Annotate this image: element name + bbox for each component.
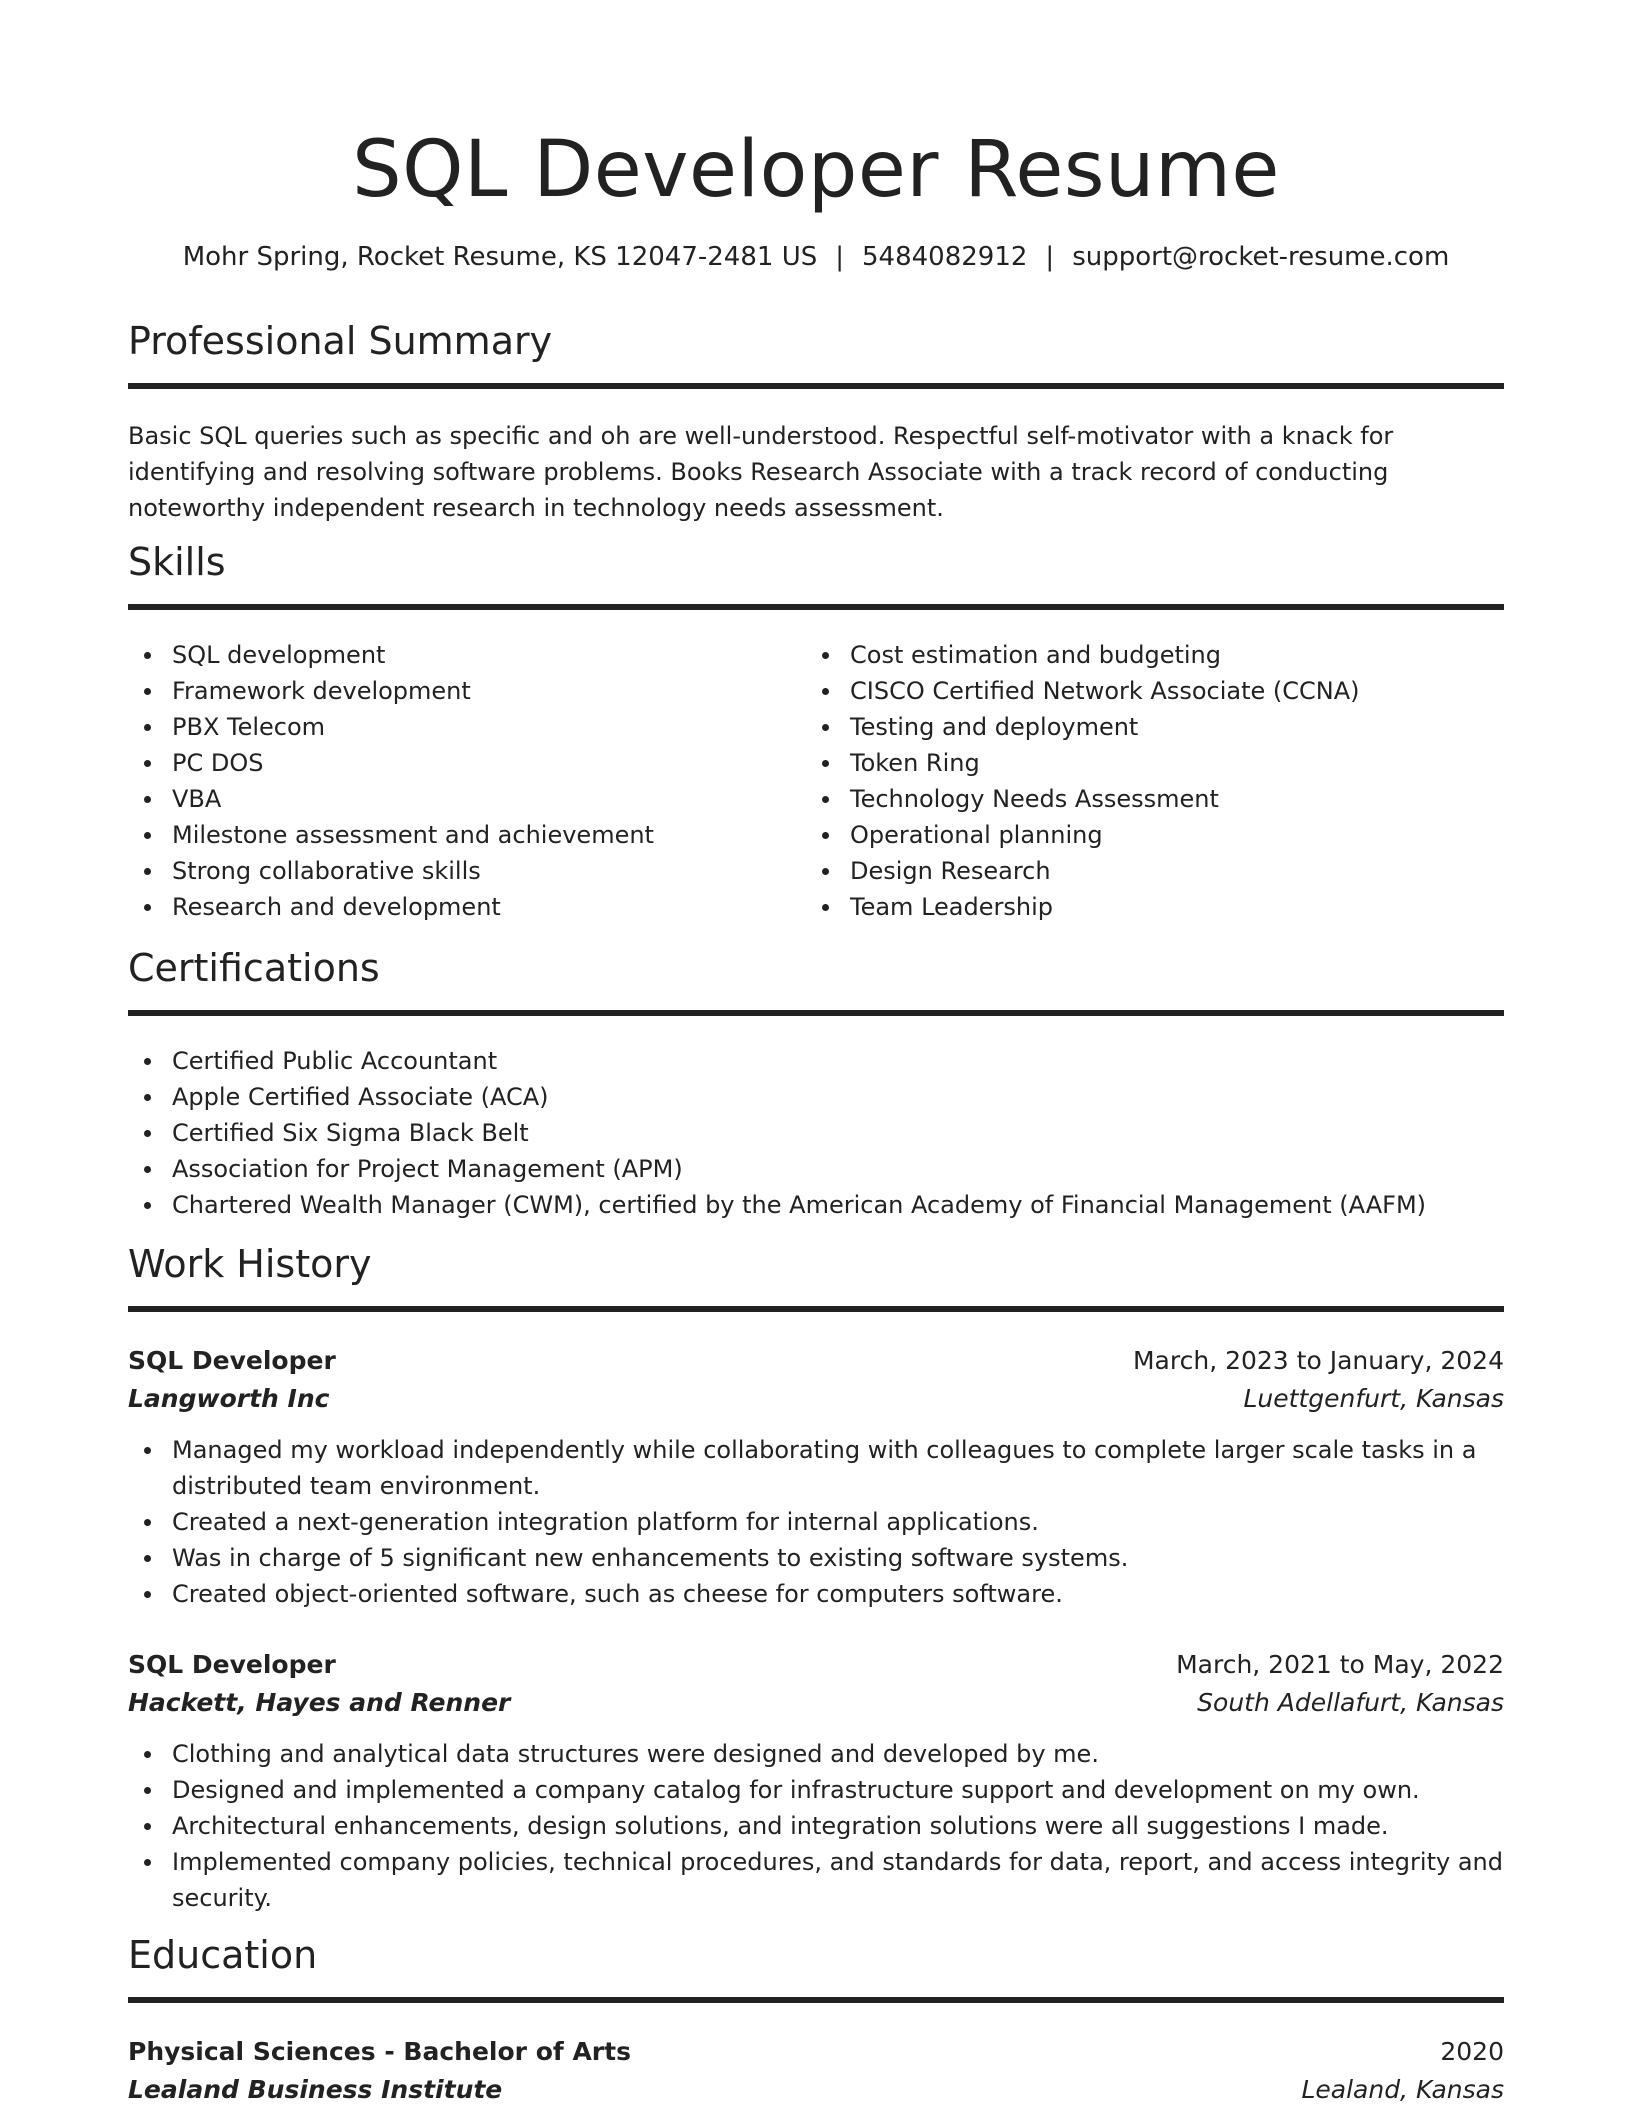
job-bullets — [128, 1432, 1504, 1612]
list-item: VBA — [128, 781, 806, 817]
contact-line — [128, 237, 1504, 277]
job-company: Hackett, Hayes and Renner — [128, 1688, 511, 1717]
skills-section — [128, 537, 1504, 925]
skills-list-right — [806, 637, 1484, 925]
job-entry — [128, 1342, 1504, 1612]
summary-text: Basic SQL queries such as specific and oh are well-understood. Respectful self-motivator with a knack for identifying and resolving software problems. Books Research Associate with a track record of conducting noteworthy independent research in technology needs assessment. — [128, 422, 1394, 522]
contact-address: Mohr Spring, Rocket Resume, KS 12047-2481 US — [182, 242, 818, 272]
list-item: Token Ring — [806, 745, 1484, 781]
list-item: Cost estimation and budgeting — [806, 637, 1484, 673]
list-item: Association for Project Management (APM) — [128, 1151, 1504, 1187]
list-item: PC DOS — [128, 745, 806, 781]
summary-heading: Professional Summary — [128, 316, 1504, 386]
contact-phone: 5484082912 — [862, 242, 1028, 272]
list-item: CISCO Certified Network Associate (CCNA) — [806, 673, 1484, 709]
job-company: Langworth Inc — [128, 1384, 330, 1413]
education-section — [128, 1930, 1504, 2109]
contact-email[interactable]: support@rocket-resume.com — [1072, 242, 1450, 272]
list-item: PBX Telecom — [128, 709, 806, 745]
list-item: Testing and deployment — [806, 709, 1484, 745]
job-entry — [128, 1646, 1504, 1916]
skills-heading: Skills — [128, 537, 1504, 607]
job-header — [128, 1646, 1504, 1684]
job-title: SQL Developer — [128, 1346, 336, 1375]
list-item: Certified Public Accountant — [128, 1043, 1504, 1079]
summary-section — [128, 316, 1504, 526]
list-item: Implemented company policies, technical procedures, and standards for data, report, and access integrity and security. — [128, 1844, 1504, 1916]
work-history-section — [128, 1239, 1504, 1916]
list-item: Was in charge of 5 significant new enhancements to existing software systems. — [128, 1540, 1504, 1576]
certifications-list — [128, 1043, 1504, 1223]
education-heading: Education — [128, 1930, 1504, 2000]
list-item: Technology Needs Assessment — [806, 781, 1484, 817]
list-item: Architectural enhancements, design solutions, and integration solutions were all suggestions I made. — [128, 1808, 1504, 1844]
education-location: Lealand, Kansas — [1301, 2075, 1504, 2104]
list-item: Created a next-generation integration platform for internal applications. — [128, 1504, 1504, 1540]
list-item: Certified Six Sigma Black Belt — [128, 1115, 1504, 1151]
list-item: Team Leadership — [806, 889, 1484, 925]
list-item: SQL development — [128, 637, 806, 673]
job-title: SQL Developer — [128, 1650, 336, 1679]
job-bullets — [128, 1736, 1504, 1916]
list-item: Clothing and analytical data structures were designed and developed by me. — [128, 1736, 1504, 1772]
contact-separator: | — [835, 242, 844, 272]
resume-title: SQL Developer Resume — [352, 125, 1280, 215]
certifications-heading: Certifications — [128, 943, 1504, 1013]
list-item: Strong collaborative skills — [128, 853, 806, 889]
job-header — [128, 1342, 1504, 1380]
list-item: Chartered Wealth Manager (CWM), certified by the American Academy of Financial Management (AAFM) — [128, 1187, 1504, 1223]
job-dates: March, 2021 to May, 2022 — [1176, 1650, 1504, 1679]
job-dates: March, 2023 to January, 2024 — [1132, 1346, 1504, 1375]
list-item: Research and development — [128, 889, 806, 925]
list-item: Designed and implemented a company catalog for infrastructure support and development on my own. — [128, 1772, 1504, 1808]
job-subheader — [128, 1684, 1504, 1722]
certifications-section — [128, 943, 1504, 1223]
list-item: Milestone assessment and achievement — [128, 817, 806, 853]
list-item: Design Research — [806, 853, 1484, 889]
education-entry — [128, 2033, 1504, 2109]
skills-list-left — [128, 637, 806, 925]
contact-separator: | — [1045, 242, 1055, 272]
education-subheader — [128, 2071, 1504, 2109]
education-school: Lealand Business Institute — [128, 2075, 503, 2104]
education-header — [128, 2033, 1504, 2071]
list-item: Framework development — [128, 673, 806, 709]
list-item: Created object-oriented software, such as cheese for computers software. — [128, 1576, 1504, 1612]
list-item: Managed my workload independently while collaborating with colleagues to complete larger scale tasks in a distributed team environment. — [128, 1432, 1504, 1504]
work-history-heading: Work History — [128, 1239, 1504, 1309]
education-year: 2020 — [1440, 2037, 1504, 2066]
list-item: Apple Certified Associate (ACA) — [128, 1079, 1504, 1115]
job-location: South Adellafurt, Kansas — [1197, 1688, 1504, 1717]
job-subheader — [128, 1380, 1504, 1418]
job-location: Luettgenfurt, Kansas — [1243, 1384, 1504, 1413]
education-degree: Physical Sciences - Bachelor of Arts — [128, 2037, 631, 2066]
list-item: Operational planning — [806, 817, 1484, 853]
skills-columns — [128, 637, 1504, 925]
